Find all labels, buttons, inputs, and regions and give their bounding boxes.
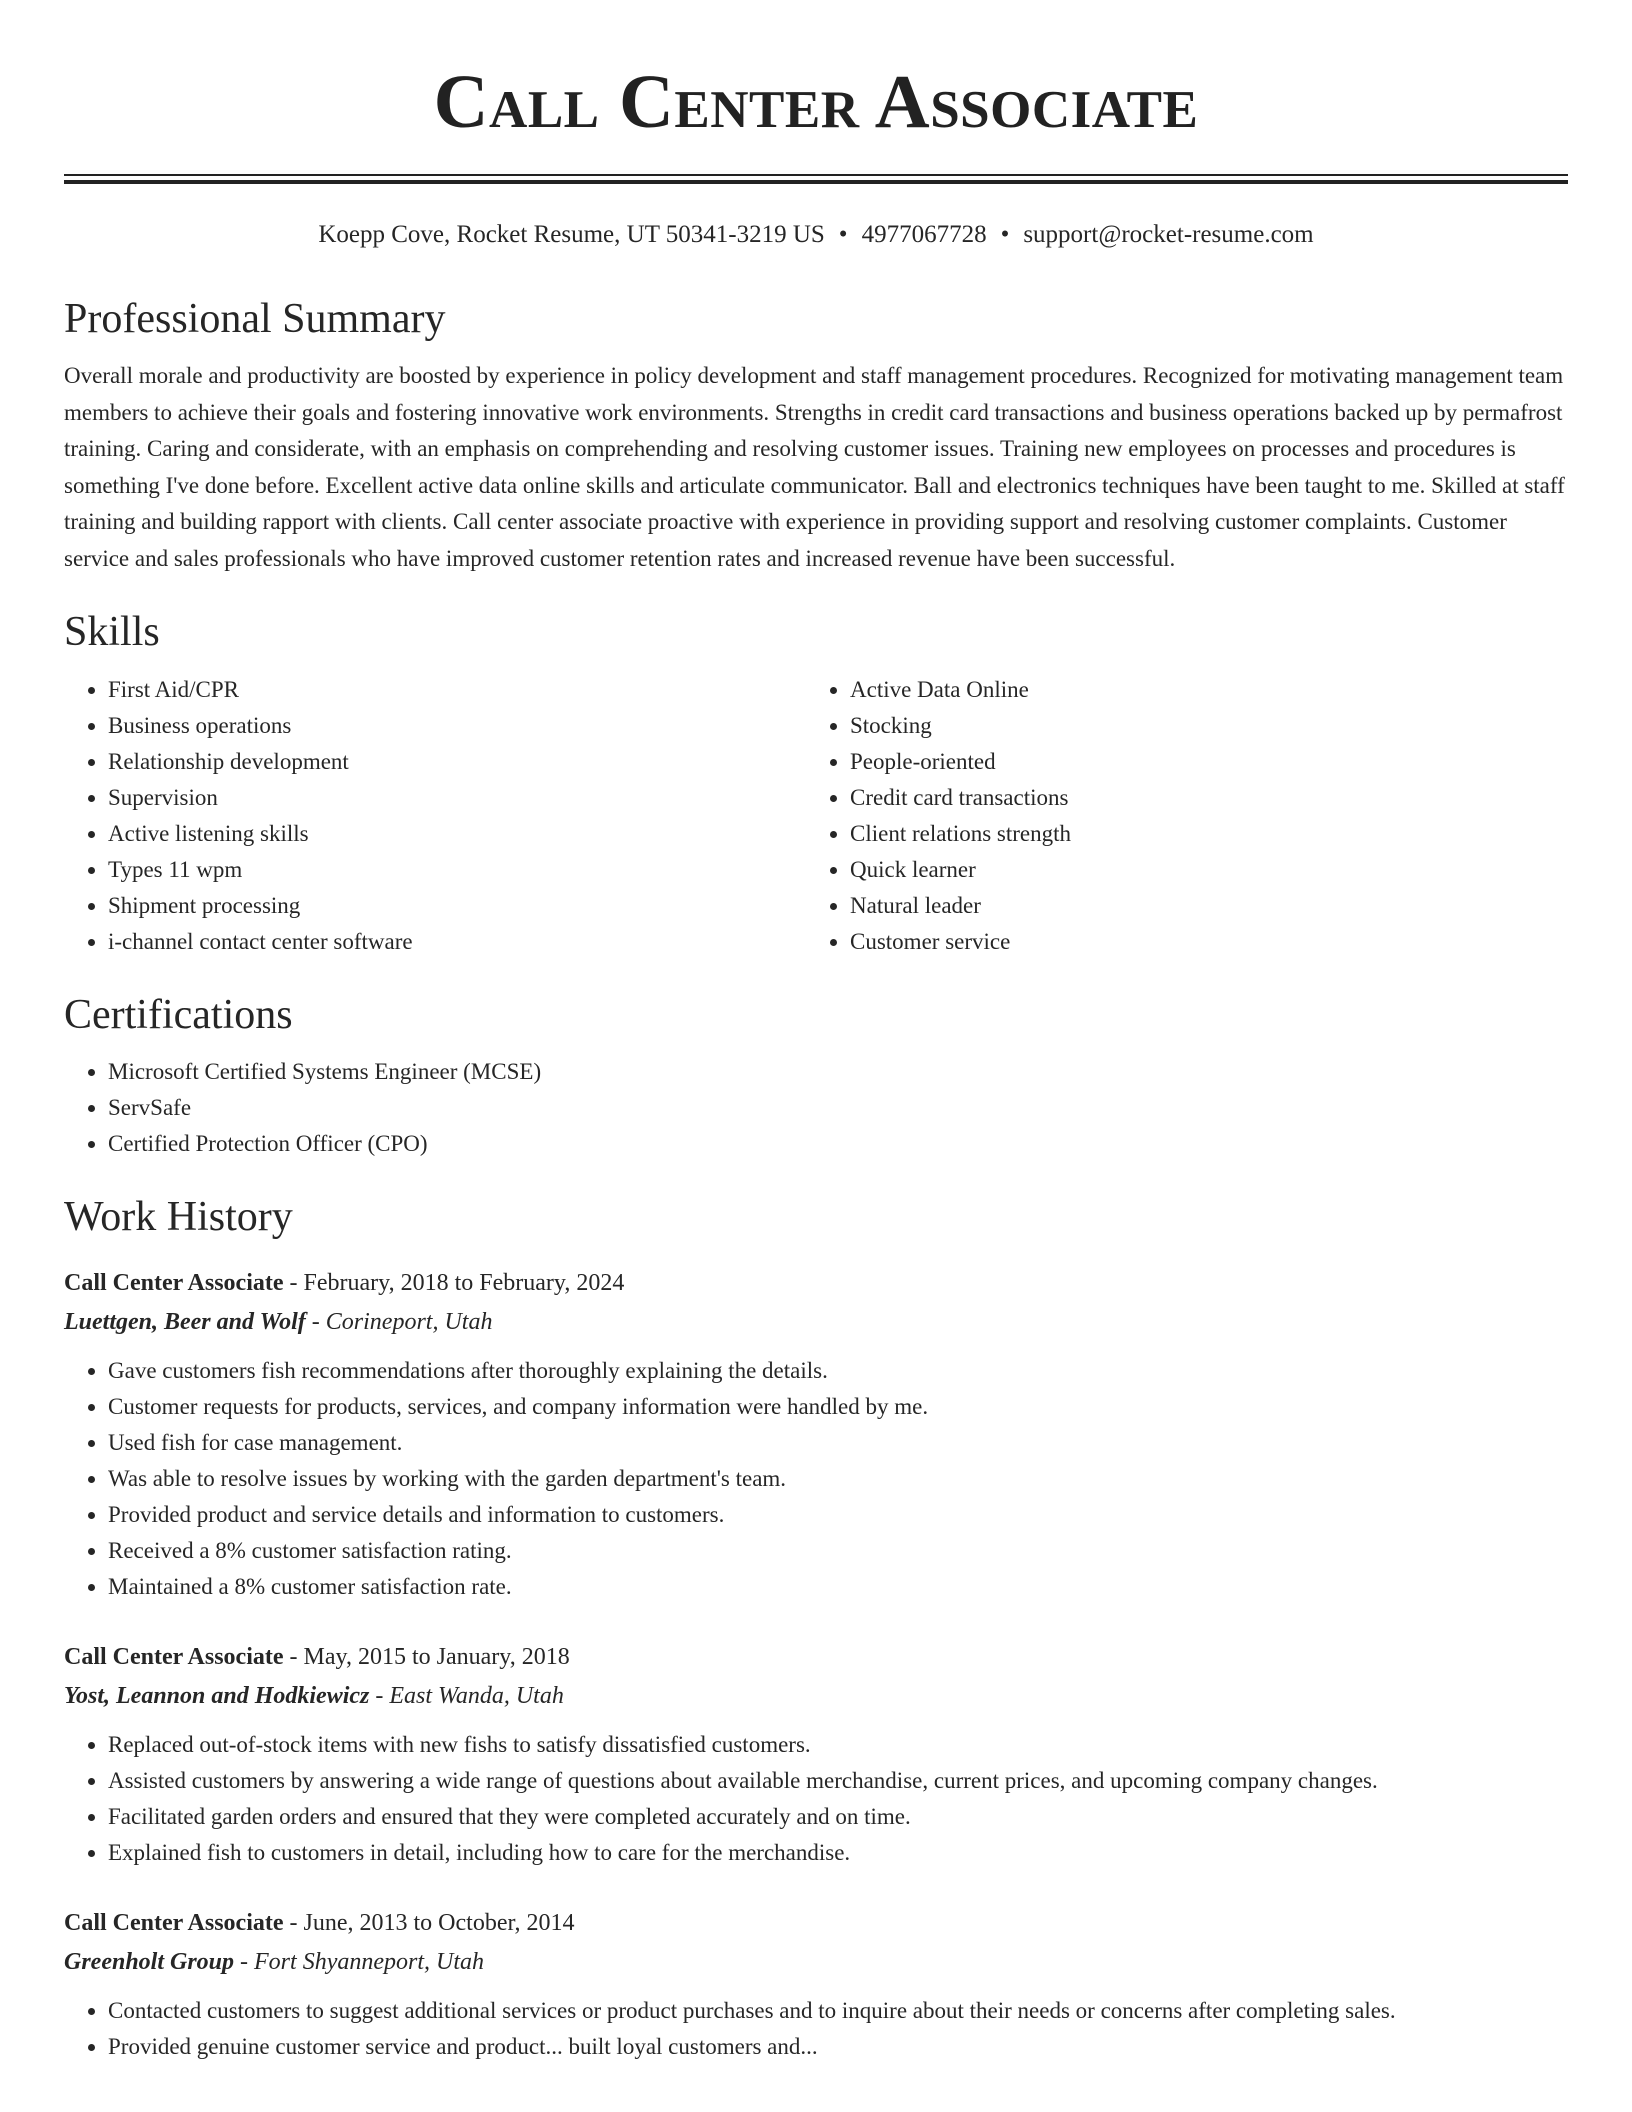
job-entry <box>64 1263 1568 1605</box>
job-role: Call Center Associate <box>64 1269 284 1296</box>
certifications-heading: Certifications <box>64 991 293 1038</box>
job-header <box>64 1263 1568 1303</box>
job-duty: • Customer requests for products, services, and company information were handled by me. <box>108 1389 1568 1425</box>
skills-column-right <box>806 672 1548 960</box>
contact-email[interactable]: support@rocket-resume.com <box>1023 221 1314 248</box>
resume-title: Call Center Associate <box>433 60 1199 144</box>
job-duty: • Was able to resolve issues by working with the garden department's team. <box>108 1461 1568 1497</box>
work-history-heading: Work History <box>64 1194 293 1241</box>
job-dates: - May, 2015 to January, 2018 <box>283 1643 570 1670</box>
skill-item: • Shipment processing <box>108 888 806 924</box>
job-entry <box>64 1637 1568 1871</box>
job-duty: • Gave customers fish recommendations after thoroughly explaining the details. <box>108 1353 1568 1389</box>
contact-separator: • <box>1000 221 1010 248</box>
job-duty: • Replaced out-of-stock items with new fishs to satisfy dissatisfied customers. <box>108 1727 1568 1763</box>
job-location: - Corineport, Utah <box>305 1308 493 1335</box>
job-dates: - February, 2018 to February, 2024 <box>283 1269 625 1296</box>
contact-separator: • <box>838 221 848 248</box>
job-duty: • Explained fish to customers in detail, including how to care for the merchandise. <box>108 1835 1568 1871</box>
skills-list-right <box>806 672 1548 960</box>
skill-item: • Stocking <box>850 708 1548 744</box>
job-employer <box>64 1303 1568 1341</box>
skill-item: • Quick learner <box>850 852 1548 888</box>
skills-list-left <box>64 672 806 960</box>
summary-heading: Professional Summary <box>64 296 446 342</box>
contact-address: Koepp Cove, Rocket Resume, UT 50341-3219 US <box>318 221 825 248</box>
skill-item: • Types 11 wpm <box>108 852 806 888</box>
job-duty: • Contacted customers to suggest additional services or product purchases and to inquire about their needs or concerns after completing sales. <box>108 1993 1568 2029</box>
skill-item: • First Aid/CPR <box>108 672 806 708</box>
certification-item: • Certified Protection Officer (CPO) <box>108 1126 1568 1162</box>
certification-item: • Microsoft Certified Systems Engineer (MCSE) <box>108 1054 1568 1090</box>
skill-item: • Customer service <box>850 924 1548 960</box>
job-duty: • Facilitated garden orders and ensured that they were completed accurately and on time. <box>108 1799 1568 1835</box>
job-header <box>64 1637 1568 1677</box>
title-double-rule <box>64 174 1568 184</box>
certifications-list <box>64 1054 1568 1162</box>
skill-item: • Active listening skills <box>108 816 806 852</box>
skills-heading: Skills <box>64 609 160 656</box>
skill-item: • People-oriented <box>850 744 1548 780</box>
contact-line <box>64 220 1568 250</box>
job-role: Call Center Associate <box>64 1643 284 1670</box>
skill-item: • Active Data Online <box>850 672 1548 708</box>
skill-item: • i-channel contact center software <box>108 924 806 960</box>
job-duties-list <box>64 1353 1568 1605</box>
job-duties-list <box>64 1727 1568 1871</box>
job-duty: • Assisted customers by answering a wide range of questions about available merchandise, current prices, and upcoming company changes. <box>108 1763 1568 1799</box>
job-employer <box>64 1943 1568 1981</box>
job-duty: • Maintained a 8% customer satisfaction rate. <box>108 1569 1568 1605</box>
skill-item: • Natural leader <box>850 888 1548 924</box>
skill-item: • Client relations strength <box>850 816 1548 852</box>
job-location: - East Wanda, Utah <box>369 1682 564 1709</box>
skill-item: • Relationship development <box>108 744 806 780</box>
skill-item: • Credit card transactions <box>850 780 1548 816</box>
job-company: Luettgen, Beer and Wolf <box>64 1308 306 1335</box>
job-duty: • Provided product and service details and information to customers. <box>108 1497 1568 1533</box>
job-employer <box>64 1677 1568 1715</box>
skills-column-left <box>64 672 806 960</box>
job-location: - Fort Shyanneport, Utah <box>234 1948 485 1975</box>
job-role: Call Center Associate <box>64 1909 284 1936</box>
contact-phone: 4977067728 <box>861 221 987 248</box>
skill-item: • Business operations <box>108 708 806 744</box>
skill-item: • Supervision <box>108 780 806 816</box>
job-company: Yost, Leannon and Hodkiewicz <box>64 1682 370 1709</box>
skills-columns <box>64 672 1568 960</box>
certification-item: • ServSafe <box>108 1090 1568 1126</box>
job-duty: • Used fish for case management. <box>108 1425 1568 1461</box>
job-entry <box>64 1903 1568 2065</box>
job-duty: • Received a 8% customer satisfaction rating. <box>108 1533 1568 1569</box>
job-duties-list <box>64 1993 1568 2065</box>
job-dates: - June, 2013 to October, 2014 <box>283 1909 575 1936</box>
summary-text: Overall morale and productivity are boosted by experience in policy development and staff management procedures. Recognized for motivating management team members to achieve their goals and fostering innovative work environments. Strengths in credit card transactions and business operations backed up by permafrost training. Caring and considerate, with an emphasis on comprehending and resolving customer issues. Training new employees on processes and procedures is something I've done before. Excellent active data online skills and articulate communicator. Ball and electronics techniques have been taught to me. Skilled at staff training and building rapport with clients. Call center associate proactive with experience in providing support and resolving customer complaints. Customer service and sales professionals who have improved customer retention rates and increased revenue have been successful. <box>64 363 1565 571</box>
job-header <box>64 1903 1568 1943</box>
job-duty: • Provided genuine customer service and product... built loyal customers and... <box>108 2029 1568 2065</box>
job-company: Greenholt Group <box>64 1948 235 1975</box>
